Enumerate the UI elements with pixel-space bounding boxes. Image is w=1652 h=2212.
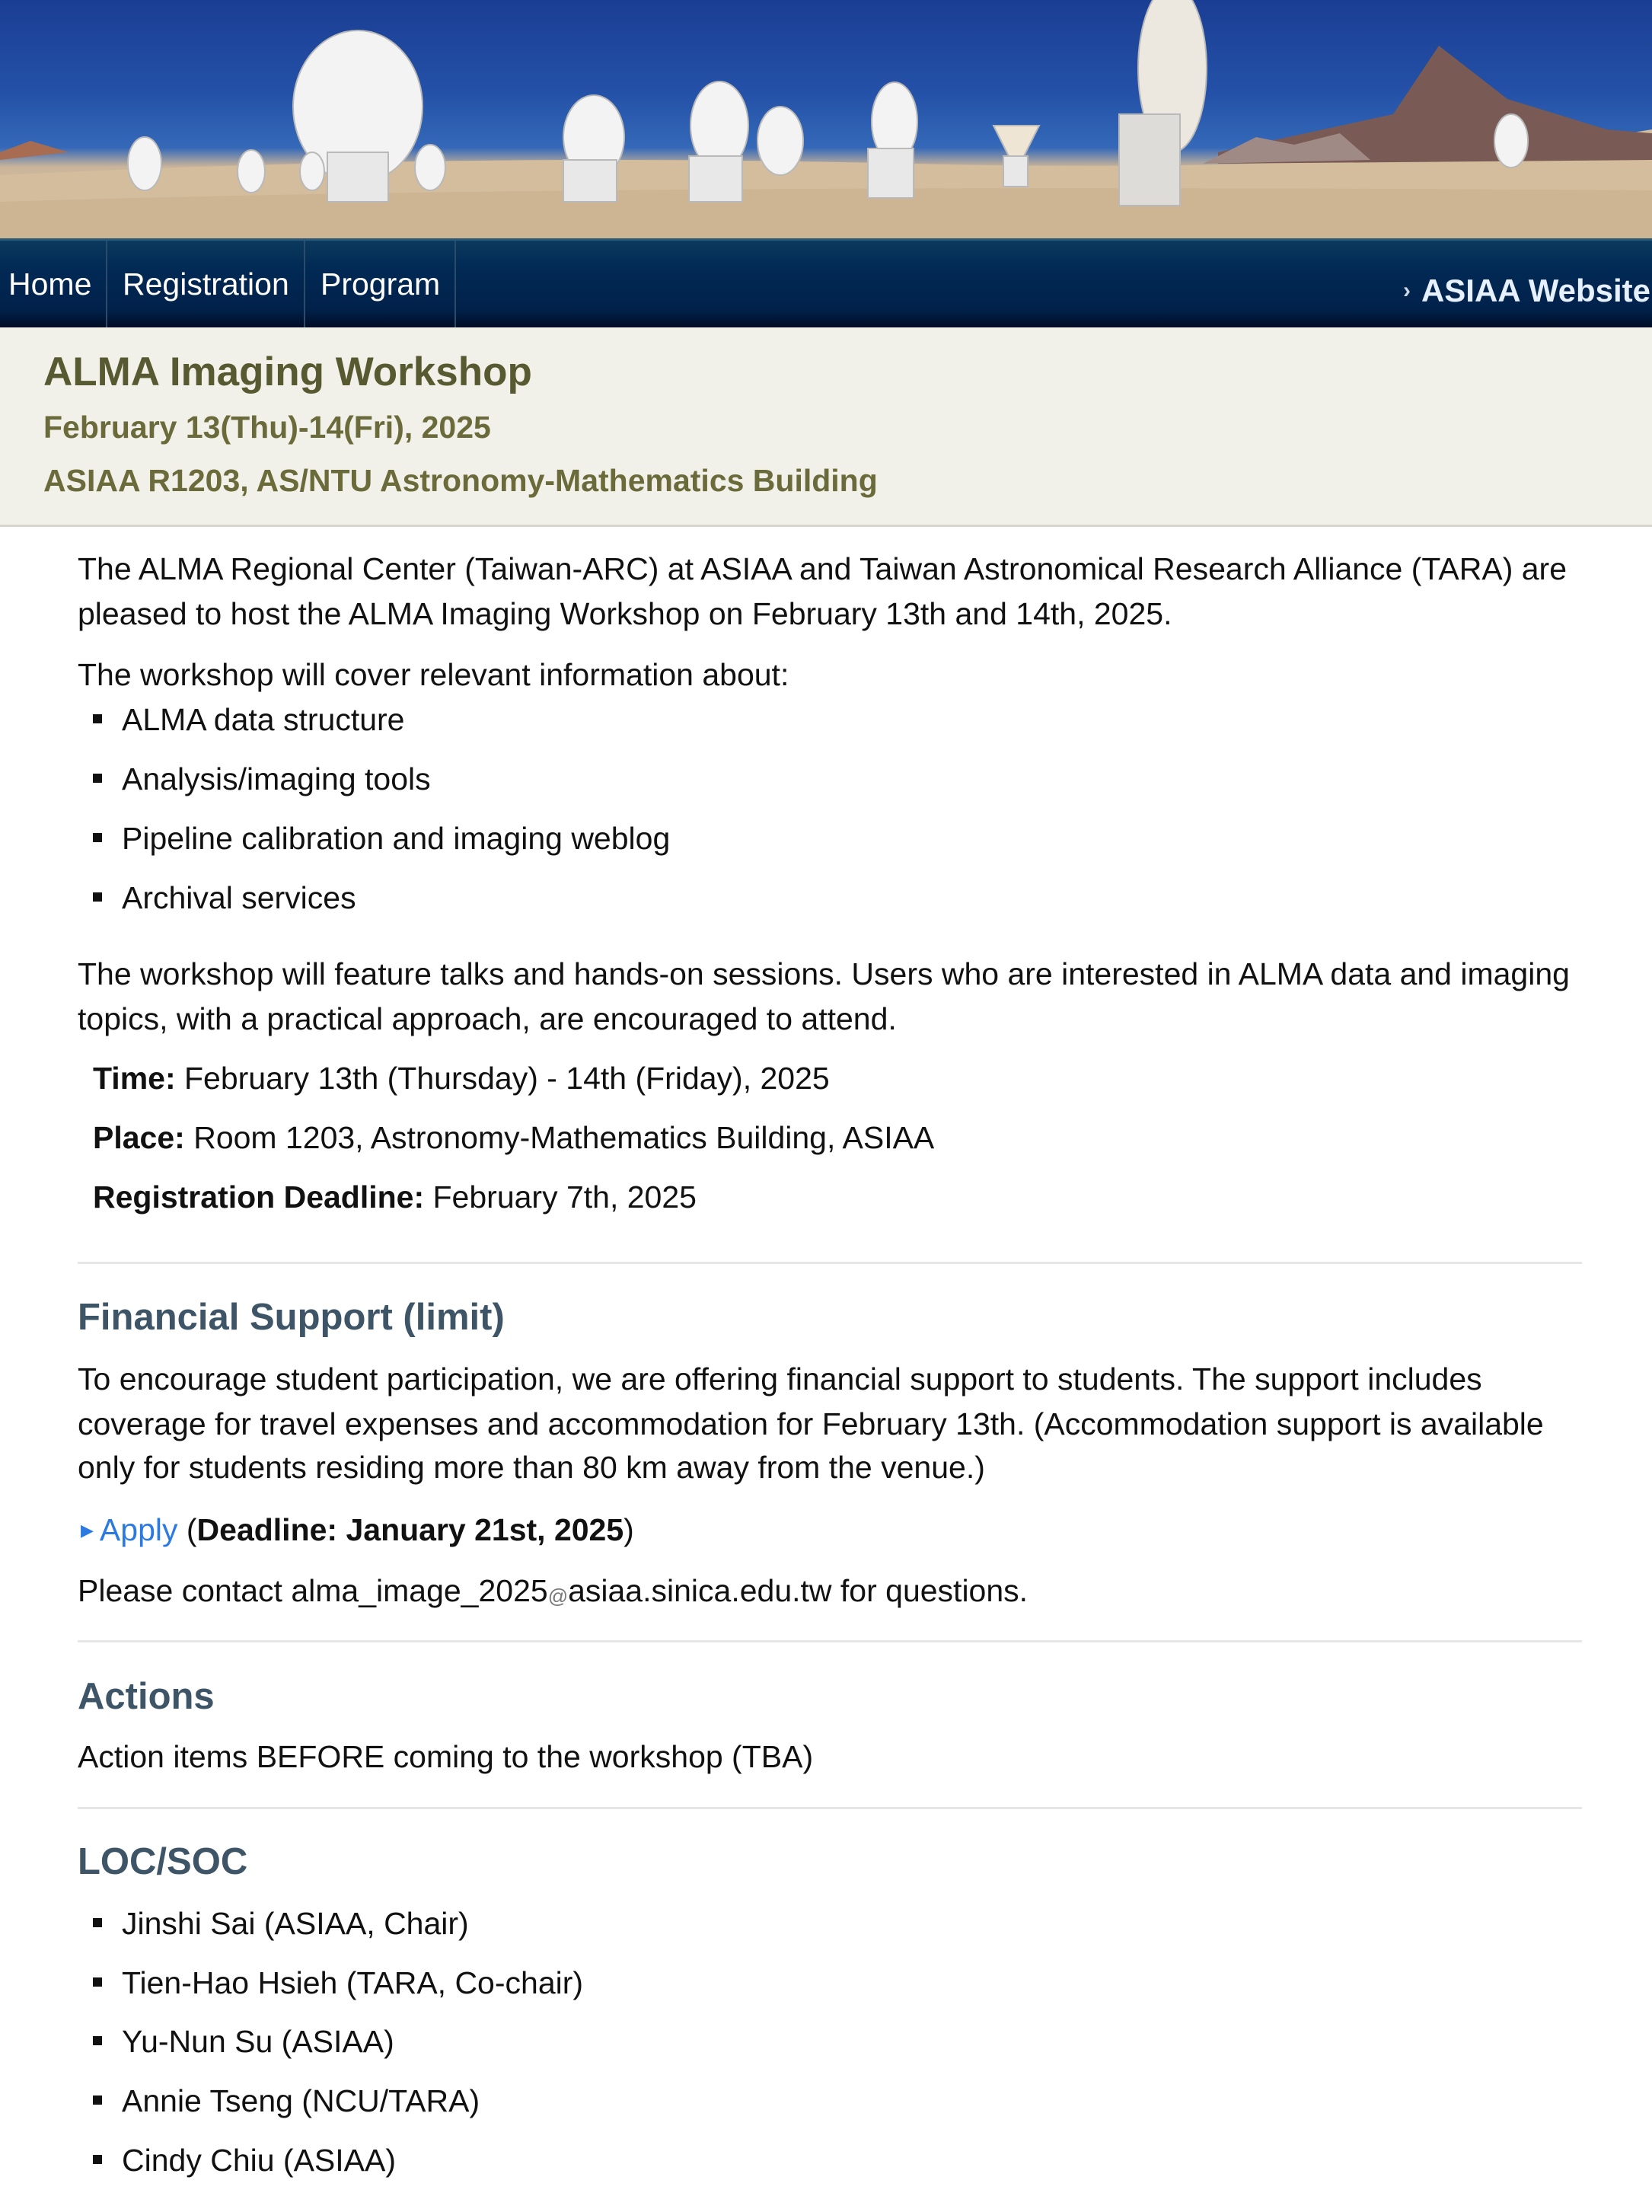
financial-support-heading: Financial Support (limit) — [78, 1297, 505, 1338]
topic-item: Archival services — [93, 876, 356, 920]
triangle-right-icon: ▶ — [81, 1521, 94, 1540]
contact-line — [78, 1569, 1028, 1617]
apply-deadline: Deadline: January 21st, 2025 — [196, 1512, 624, 1547]
topic-item: Analysis/imaging tools — [93, 757, 431, 801]
workshop-header — [0, 327, 1652, 527]
workshop-venue: ASIAA R1203, AS/NTU Astronomy-Mathematics Building — [43, 463, 878, 498]
intro-line-2: pleased to host the ALMA Imaging Workshop on February 13th and 14th, 2025. — [78, 596, 1172, 631]
banner-image — [0, 0, 1652, 238]
page-title: ALMA Imaging Workshop — [43, 350, 532, 394]
time-row — [93, 1056, 830, 1100]
financial-line-2: coverage for travel expenses and accommodation for February 13th. (Accommodation support is available — [78, 1406, 1544, 1441]
divider — [78, 1262, 1582, 1264]
loc-soc-heading: LOC/SOC — [78, 1841, 248, 1882]
financial-line-3: only for students residing more than 80 km away from the venue.) — [78, 1450, 985, 1485]
time-value: February 13th (Thursday) - 14th (Friday), 2025 — [175, 1061, 830, 1096]
actions-text: Action items BEFORE coming to the workshop (TBA) — [78, 1739, 814, 1774]
registration-deadline-value: February 7th, 2025 — [424, 1179, 697, 1215]
apply-link[interactable]: Apply — [99, 1512, 178, 1547]
feature-line-1: The workshop will feature talks and hands-on sessions. Users who are interested in ALMA data and imaging — [78, 956, 1570, 991]
committee-member: Yu-Nun Su (ASIAA) — [93, 2019, 394, 2064]
nav-registration[interactable]: Registration — [107, 241, 305, 327]
asiaa-website-label: ASIAA Website — [1421, 273, 1650, 308]
main-nav — [0, 238, 1652, 327]
divider — [78, 1640, 1582, 1642]
paren-close: ) — [623, 1512, 634, 1547]
nav-program[interactable]: Program — [305, 241, 456, 327]
workshop-date: February 13(Thu)-14(Fri), 2025 — [43, 410, 491, 445]
financial-line-1: To encourage student participation, we are offering financial support to students. The support includes — [78, 1361, 1482, 1396]
committee-member: Cindy Chiu (ASIAA) — [93, 2138, 396, 2182]
apply-row — [81, 1508, 634, 1557]
committee-member: Tien-Hao Hsieh (TARA, Co-chair) — [93, 1961, 583, 2005]
contact-suffix: asiaa.sinica.edu.tw for questions. — [568, 1573, 1029, 1608]
topic-item: ALMA data structure — [93, 697, 404, 742]
place-row — [93, 1116, 934, 1160]
actions-heading: Actions — [78, 1676, 215, 1717]
asiaa-website-link[interactable] — [1403, 273, 1650, 309]
registration-deadline-label: Registration Deadline: — [93, 1179, 425, 1215]
place-label: Place: — [93, 1120, 185, 1155]
divider — [78, 1807, 1582, 1809]
committee-member: Jinshi Sai (ASIAA, Chair) — [93, 1901, 469, 1945]
time-label: Time: — [93, 1061, 176, 1096]
feature-line-2: topics, with a practical approach, are encouraged to attend. — [78, 1001, 897, 1036]
topic-item: Pipeline calibration and imaging weblog — [93, 816, 670, 860]
registration-deadline-row — [93, 1175, 697, 1219]
contact-prefix: Please contact alma_image_2025 — [78, 1573, 548, 1608]
nav-home[interactable]: Home — [0, 241, 107, 327]
alma-antennas-illustration — [0, 0, 1652, 238]
committee-member: Annie Tseng (NCU/TARA) — [93, 2079, 480, 2123]
chevron-right-icon: › — [1402, 278, 1411, 303]
topics-lead: The workshop will cover relevant information about: — [78, 657, 789, 692]
intro-line-1: The ALMA Regional Center (Taiwan-ARC) at ASIAA and Taiwan Astronomical Research Alliance (TARA) are — [78, 551, 1567, 586]
at-sign-icon: @ — [547, 1585, 569, 1607]
place-value: Room 1203, Astronomy-Mathematics Building, ASIAA — [184, 1120, 935, 1155]
paren-open: ( — [177, 1512, 197, 1547]
